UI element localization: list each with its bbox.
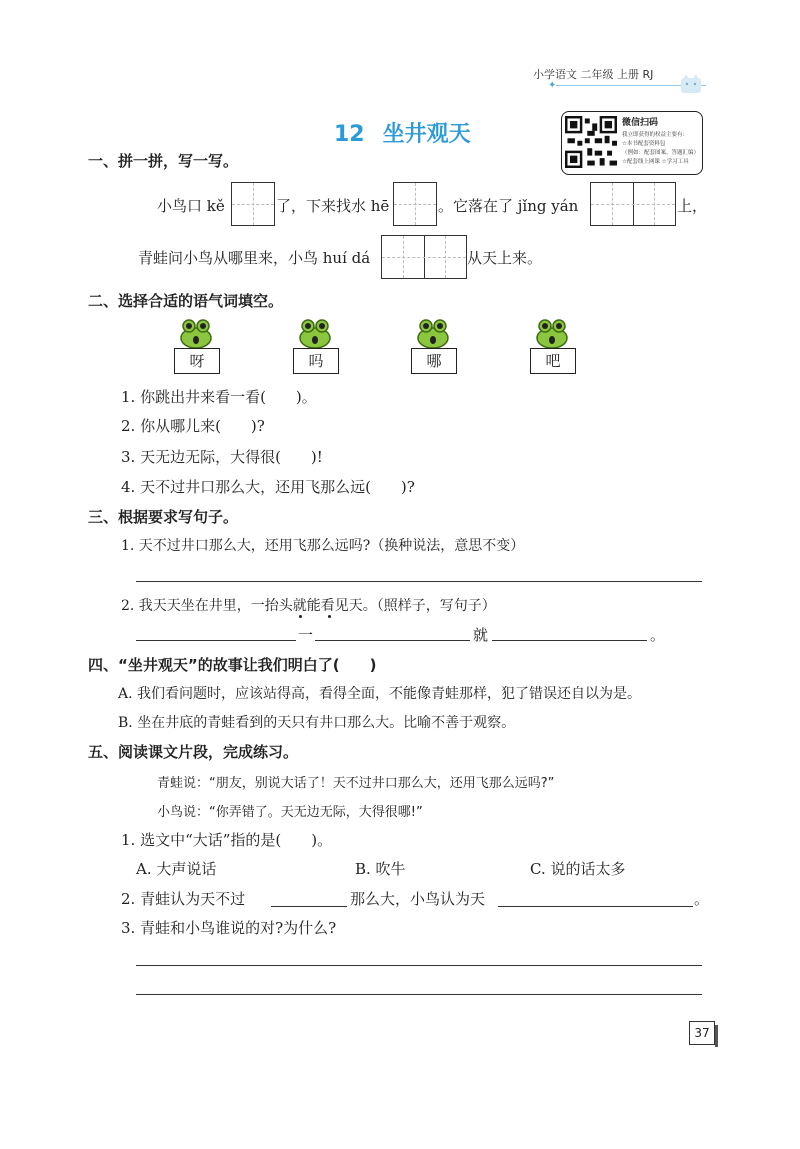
section-5-heading: 五、阅读课文片段，完成练习。 — [88, 743, 299, 761]
fill-connector: 一 — [298, 626, 314, 644]
s1-text: 上， — [677, 197, 708, 215]
s4-option-a[interactable]: A. 我们看问题时，应该站得高，看得全面，不能像青蛙那样，犯了错误还自以为是。 — [118, 686, 642, 702]
section-4-heading: 四、“坐井观天”的故事让我们明白了( ) — [88, 656, 377, 674]
s5-q3: 3. 青蛙和小鸟谁说的对?为什么? — [121, 919, 337, 937]
qr-line: ☆配套线上网课 ☆学习工具 — [622, 159, 689, 165]
word-choice-box: 哪 — [411, 348, 457, 374]
section-3-heading: 三、根据要求写句子。 — [88, 508, 239, 526]
pinyin-answer-box[interactable] — [393, 182, 437, 226]
s5-q1-option-c[interactable]: C. 说的话太多 — [530, 860, 626, 878]
s3-item-2: 2. 我天天坐在井里，一抬头就能看见天。（照样子，写句子） — [121, 598, 496, 614]
answer-line[interactable] — [492, 640, 647, 641]
qr-line: 我立即获得的权益主要有： — [622, 132, 689, 138]
word-choice-box: 呀 — [174, 348, 220, 374]
arrow-icon: ✦ — [548, 80, 557, 91]
emphasis-dot — [299, 615, 302, 618]
s5-q1-option-a[interactable]: A. 大声说话 — [136, 860, 217, 878]
frog-icon — [416, 318, 450, 348]
word-choice-box: 吗 — [293, 348, 339, 374]
passage-line: 小鸟说：“你弄错了。天无边无际，大得很哪!” — [157, 805, 423, 820]
page-title — [334, 117, 471, 148]
s1-text: 青蛙问小鸟从哪里来，小鸟 huí dá — [138, 249, 371, 267]
answer-line[interactable] — [136, 965, 702, 966]
answer-line[interactable] — [136, 581, 702, 582]
s2-item[interactable]: 3. 天无边无际，大得很( )! — [121, 448, 323, 466]
s5-q2: 2. 青蛙认为天不过 — [121, 890, 246, 908]
qr-title: 微信扫码 — [622, 118, 659, 128]
s5-q2: 那么大，小鸟认为天 — [350, 890, 486, 908]
s2-item[interactable]: 4. 天不过井口那么大，还用飞那么远( )? — [121, 478, 415, 496]
s1-text: 。它落在了 jǐng yán — [438, 197, 579, 215]
qr-code-icon[interactable] — [565, 116, 617, 168]
answer-line[interactable] — [315, 640, 470, 641]
s2-item[interactable]: 2. 你从哪儿来( )? — [121, 417, 265, 435]
fill-connector: 就 — [473, 626, 489, 644]
qr-line: （例如：配套图案、答题汇编） — [622, 150, 700, 156]
frog-icon — [298, 318, 332, 348]
page-number: 37 — [689, 1021, 715, 1045]
s2-item[interactable]: 1. 你跳出井来看一看( )。 — [121, 388, 317, 406]
answer-line[interactable] — [271, 906, 347, 907]
answer-line[interactable] — [498, 906, 693, 907]
section-1-heading: 一、拼一拼，写一写。 — [88, 152, 239, 170]
s1-text: 小鸟口 kě — [157, 197, 225, 215]
header-label: 小学语文 二年级 上册 RJ — [533, 68, 654, 81]
qr-line: ☆本书配套资料包 — [622, 141, 666, 147]
answer-line[interactable] — [136, 640, 296, 641]
answer-line[interactable] — [136, 994, 702, 995]
lesson-title: 坐井观天 — [382, 122, 471, 147]
pinyin-answer-box[interactable] — [381, 235, 467, 279]
passage-line: 青蛙说：“朋友，别说大话了！天不过井口那么大，还用飞那么远吗?” — [157, 776, 555, 791]
pinyin-answer-box[interactable] — [231, 182, 275, 226]
s3-item-1: 1. 天不过井口那么大，还用飞那么远吗?（换种说法，意思不变） — [121, 538, 525, 554]
s5-q2: 。 — [694, 890, 710, 908]
s5-q1: 1. 选文中“大话”指的是( )。 — [121, 831, 333, 849]
emphasis-dot — [328, 615, 331, 618]
pinyin-answer-box[interactable] — [590, 182, 676, 226]
s1-text: 了，下来找水 hē — [276, 197, 390, 215]
s1-text: 从天上来。 — [467, 249, 543, 267]
s5-q1-option-b[interactable]: B. 吹牛 — [355, 860, 406, 878]
cat-icon — [680, 74, 702, 94]
fill-connector: 。 — [650, 626, 666, 644]
frog-icon — [535, 318, 569, 348]
section-2-heading: 二、选择合适的语气词填空。 — [88, 292, 284, 310]
word-choice-box: 吧 — [530, 348, 576, 374]
lesson-number: 12 — [334, 122, 365, 147]
s4-option-b[interactable]: B. 坐在井底的青蛙看到的天只有井口那么大。比喻不善于观察。 — [118, 715, 516, 731]
frog-icon — [179, 318, 213, 348]
